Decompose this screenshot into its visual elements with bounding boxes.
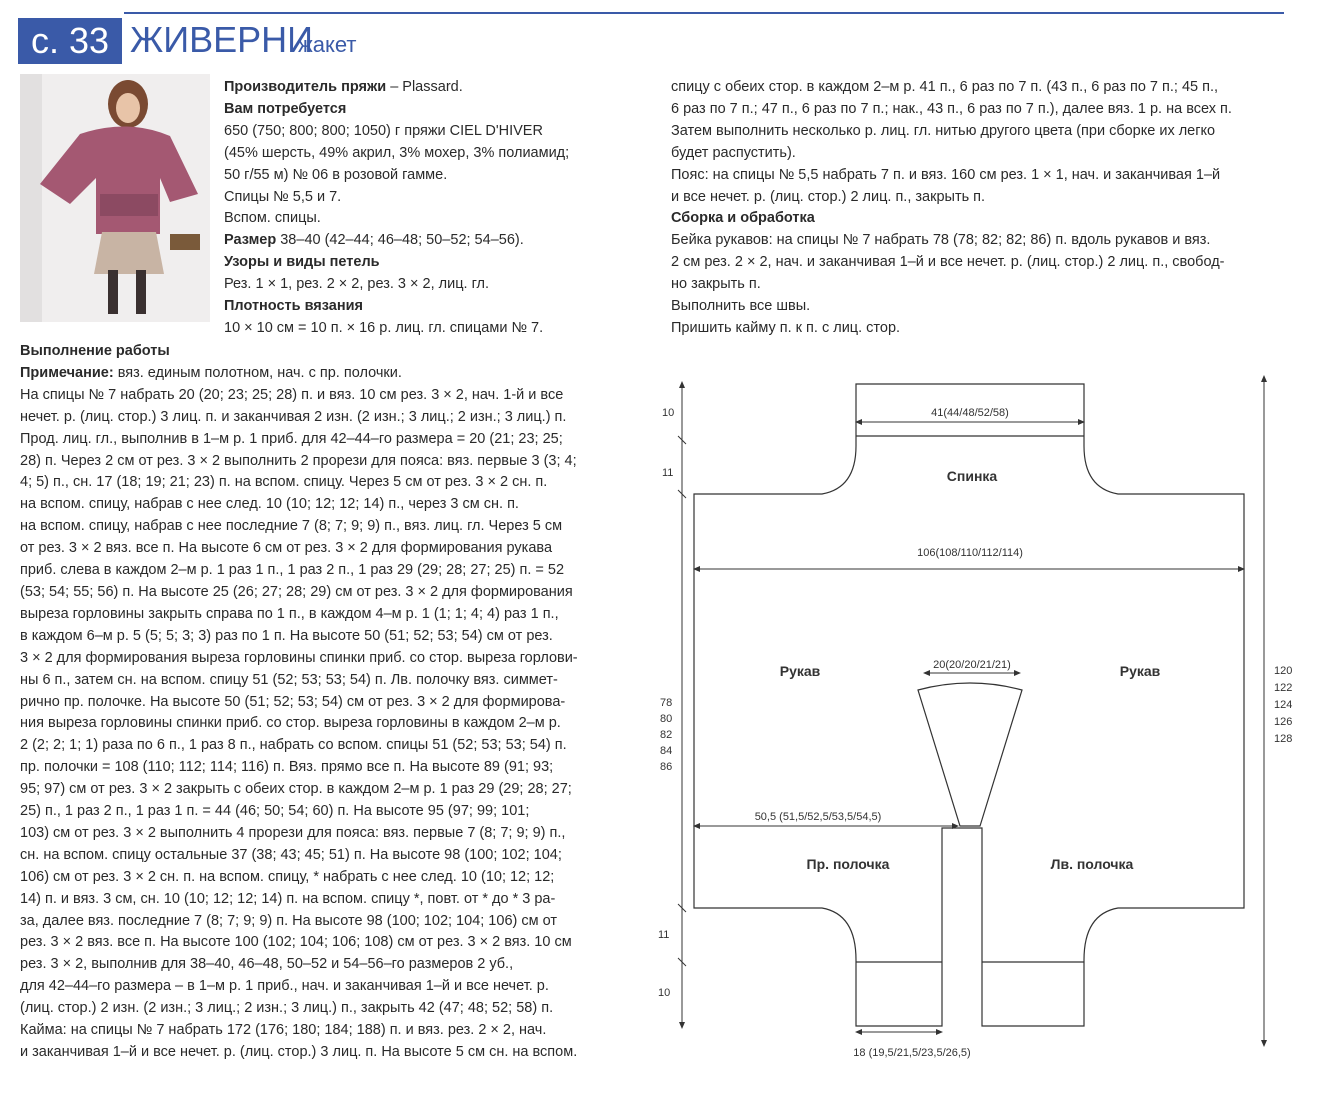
height-hem: 10 bbox=[658, 987, 671, 999]
need-line: 650 (750; 800; 800; 1050) г пряжи CIEL D'HIVER bbox=[224, 122, 543, 139]
sleeve-left-label: Рукав bbox=[779, 663, 821, 679]
need-line: (45% шерсть, 49% акрил, 3% мохер, 3% полиамид; bbox=[224, 144, 570, 161]
height-neck: 10 bbox=[662, 407, 675, 419]
height-body: 82 bbox=[660, 729, 673, 741]
yarn-value: – Plassard. bbox=[386, 79, 463, 95]
height-body: 78 bbox=[660, 697, 673, 709]
text-line: Прод. лиц. гл., выполнив в 1–м р. 1 приб. для 42–44–го размера = 20 (21; 23; 25; bbox=[20, 430, 563, 447]
text-line: 95; 97) см от рез. 3 × 2 закрыть с обеих стор. в каждом 2–м р. 1 раз 29 (29; 28; 27; bbox=[20, 781, 572, 798]
text-line: рично пр. полочке. На высоте 50 (51; 52; 53; 54) см от рез. 3 × 2 для формирова- bbox=[20, 693, 566, 710]
note-value: вяз. единым полотном, нач. с пр. полочки. bbox=[113, 364, 402, 381]
text-line: 25) п., 1 раз 2 п., 1 раз 1 п. = 44 (46; 50; 54; 60) п. На высоте 95 (97; 99; 101; bbox=[20, 803, 530, 820]
text-line: рез. 3 × 2, выполнив для 38–40, 46–48, 50–52 и 54–56–го размеров 2 уб., bbox=[20, 956, 514, 973]
page-subtitle: жакет bbox=[298, 32, 357, 57]
text-line: (лиц. стор.) 2 изн. (2 изн.; 3 лиц.; 2 изн.; 3 лиц.) п., закрыть 42 (47; 48; 52; 58) п. bbox=[20, 1000, 554, 1017]
model-photo bbox=[20, 74, 210, 322]
text-line: приб. слева в каждом 2–м р. 1 раз 1 п., 1 раз 2 п., 1 раз 29 (29; 28; 27; 25) п. = 52 bbox=[20, 562, 565, 579]
need-line: Вспом. спицы. bbox=[224, 210, 321, 227]
size-value: 38–40 (42–44; 46–48; 50–52; 54–56). bbox=[276, 232, 524, 249]
neck-opening bbox=[918, 683, 1022, 826]
total-length: 122 bbox=[1274, 682, 1293, 694]
height-body: 80 bbox=[660, 713, 673, 725]
total-length: 128 bbox=[1274, 733, 1293, 745]
header-rule bbox=[124, 12, 1284, 14]
height-shoulder: 11 bbox=[662, 467, 674, 479]
text-line: и все нечет. р. (лиц. стор.) 2 лиц. п., закрыть п. bbox=[671, 188, 986, 205]
text-line: спицу с обеих стор. в каждом 2–м р. 41 п., 6 раз по 7 п. (43 п., 6 раз по 7 п.; 45 п., bbox=[671, 79, 1219, 95]
text-line: 3 × 2 для формирования выреза горловины спинки приб. со стор. выреза горлови- bbox=[20, 649, 578, 666]
total-length: 126 bbox=[1274, 716, 1293, 728]
text-line: 2 см рез. 2 × 2, нач. и заканчивая 1–й и все нечет. р. (лиц. стор.) 2 лиц. п., свобод- bbox=[671, 254, 1225, 271]
size-label: Размер bbox=[224, 232, 277, 249]
gauge-value: 10 × 10 см = 10 п. × 16 р. лиц. гл. спицами № 7. bbox=[224, 319, 544, 336]
text-line: 4; 5) п., сн. 17 (18; 19; 21; 23) п. на вспом. спицу. Через 5 см от рез. 3 × 2 сн. п. bbox=[20, 474, 548, 491]
back-label: Спинка bbox=[946, 468, 998, 484]
text-line: на вспом. спицу, набрав с нее последние 7 (8; 7; 9; 9) п., вяз. лиц. гл. Через 5 см bbox=[20, 518, 563, 535]
dim-bottom: 18 (19,5/21,5/23,5/26,5) bbox=[853, 1047, 971, 1059]
text-line: 2 (2; 2; 1; 1) раза по 6 п., 1 раз 8 п., набрать со вспом. спицы 51 (52; 53; 53; 54) п. bbox=[20, 737, 567, 754]
need-line: 50 г/55 м) № 06 в розовой гамме. bbox=[224, 166, 448, 183]
dim-width: 106(108/110/112/114) bbox=[917, 547, 1023, 559]
yarn-label: Производитель пряжи bbox=[224, 79, 387, 95]
total-length: 120 bbox=[1274, 665, 1293, 677]
text-line: рез. 3 × 2 вяз. все п. На высоте 100 (102; 104; 106; 108) см от рез. 3 × 2 вяз. 10 см bbox=[20, 934, 572, 951]
pattern-schematic bbox=[650, 370, 1310, 1070]
page-number-badge: с. 33 bbox=[18, 18, 122, 64]
text-line: ны 6 п., затем сн. на вспом. спицу 51 (52; 53; 53; 54) п. Лв. полочку вяз. симмет- bbox=[20, 671, 558, 688]
patterns-label: Узоры и виды петель bbox=[224, 254, 380, 271]
front-left-label: Лв. полочка bbox=[1050, 856, 1134, 872]
text-line: Бейка рукавов: на спицы № 7 набрать 78 (78; 82; 82; 86) п. вдоль рукавов и вяз. bbox=[671, 232, 1211, 249]
sleeve-right-label: Рукав bbox=[1119, 663, 1161, 679]
text-line: 28) п. Через 2 см от рез. 3 × 2 выполнить 2 прорези для пояса: вяз. первые 3 (3; 4; bbox=[20, 452, 577, 469]
text-line: на вспом. спицу, набрав с нее след. 10 (10; 12; 12; 14) п., через 3 см сн. п. bbox=[20, 496, 519, 513]
instructions-heading: Выполнение работы bbox=[20, 343, 170, 359]
text-line: в каждом 6–м р. 5 (5; 5; 3; 3) раз по 1 п. На высоте 50 (51; 52; 53; 54) см от рез. bbox=[20, 627, 553, 644]
gauge-label: Плотность вязания bbox=[224, 298, 363, 315]
front-right-label: Пр. полочка bbox=[806, 856, 890, 872]
text-line: Пришить кайму п. к п. с лиц. стор. bbox=[671, 319, 901, 336]
text-line: Выполнить все швы. bbox=[671, 298, 811, 315]
text-line: Затем выполнить несколько р. лиц. гл. нитью другого цвета (при сборке их легко bbox=[671, 122, 1216, 139]
total-length: 124 bbox=[1274, 699, 1293, 711]
text-line: нечет. р. (лиц. стор.) 3 лиц. п. и заканчивая 2 изн. (2 изн.; 3 лиц.; 2 изн.; 3 лиц.) п. bbox=[20, 408, 567, 425]
note-label: Примечание: bbox=[20, 364, 114, 381]
text-line: и заканчивая 1–й и все нечет. р. (лиц. стор.) 3 лиц. п. На высоте 5 см сн. на вспом. bbox=[20, 1044, 578, 1060]
text-line: Пояс: на спицы № 5,5 набрать 7 п. и вяз. 160 см рез. 1 × 1, нач. и заканчивая 1–й bbox=[671, 166, 1221, 183]
text-line: выреза горловины закрыть справа по 1 п., в каждом 4–м р. 1 (1; 1; 4; 4) раз 1 п., bbox=[20, 605, 559, 622]
page-title: ЖИВЕРНИ bbox=[130, 19, 314, 60]
height-body: 84 bbox=[660, 745, 673, 757]
text-line: Кайма: на спицы № 7 набрать 172 (176; 180; 184; 188) п. и вяз. рез. 2 × 2, нач. bbox=[20, 1022, 547, 1039]
text-line: ния выреза горловины спинки приб. со стор. выреза горловины в каждом 2–м р. bbox=[20, 715, 561, 732]
materials-section bbox=[224, 77, 644, 340]
text-line: от рез. 3 × 2 вяз. все п. На высоте 6 см от рез. 3 × 2 для формирования рукава bbox=[20, 540, 553, 557]
text-line: 6 раз по 7 п.; 47 п., 6 раз по 7 п.; нак., 43 п., 6 раз по 7 п.), далее вяз. 1 р. на всех п. bbox=[671, 100, 1232, 117]
text-line: 14) п. и вяз. 3 см, сн. 10 (10; 12; 12; 14) п. на вспом. спицу *, повт. от * до * 3 ра- bbox=[20, 890, 556, 907]
patterns-value: Рез. 1 × 1, рез. 2 × 2, рез. 3 × 2, лиц. гл. bbox=[224, 276, 490, 293]
text-line: 103) см от рез. 3 × 2 выполнить 4 прорези для пояса: вяз. первые 7 (8; 7; 9; 9) п., bbox=[20, 824, 566, 841]
continued-section bbox=[671, 77, 1291, 340]
dim-front: 50,5 (51,5/52,5/53,5/54,5) bbox=[754, 811, 882, 823]
height-lower-shoulder: 11 bbox=[658, 929, 670, 941]
instructions-section bbox=[20, 341, 660, 1064]
dim-top: 41(44/48/52/58) bbox=[931, 407, 1009, 419]
text-line: пр. полочки = 108 (110; 112; 114; 116) п. Вяз. прямо все п. На высоте 89 (91; 93; bbox=[20, 759, 554, 776]
text-line: 106) см от рез. 3 × 2 сн. п. на вспом. спицу, * набрать с нее след. 10 (10; 12; 12; bbox=[20, 868, 555, 885]
text-line: для 42–44–го размера – в 1–м р. 1 приб., нач. и заканчивая 1–й и все нечет. р. bbox=[20, 978, 549, 995]
text-line: сн. на вспом. спицу остальные 37 (38; 43; 45; 51) п. На высоте 98 (100; 102; 104; bbox=[20, 846, 562, 863]
text-line: будет распустить). bbox=[671, 144, 796, 161]
need-label: Вам потребуется bbox=[224, 100, 347, 117]
text-line: (53; 54; 55; 56) п. На высоте 25 (26; 27; 28; 29) см от рез. 3 × 2 для формирования bbox=[20, 583, 573, 600]
dim-neck: 20(20/20/21/21) bbox=[933, 659, 1011, 671]
height-body: 86 bbox=[660, 761, 673, 773]
text-line: На спицы № 7 набрать 20 (20; 23; 25; 28) п. и вяз. 10 см рез. 3 × 2, нач. 1-й и все bbox=[20, 386, 564, 403]
need-line: Спицы № 5,5 и 7. bbox=[224, 188, 342, 205]
text-line: но закрыть п. bbox=[671, 276, 761, 293]
assembly-heading: Сборка и обработка bbox=[671, 210, 815, 227]
text-line: за, далее вяз. последние 7 (8; 7; 9; 9) п. На высоте 98 (100; 102; 104; 106) см от bbox=[20, 912, 557, 929]
